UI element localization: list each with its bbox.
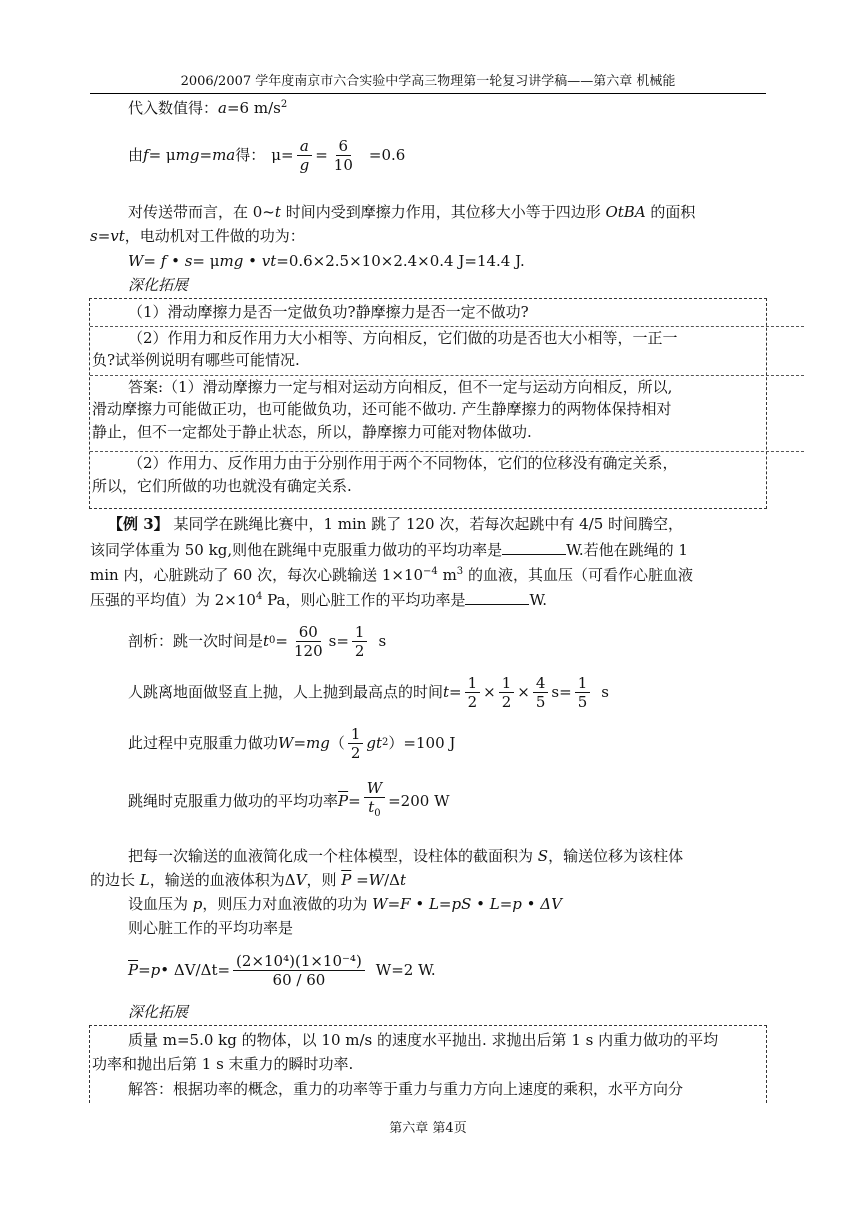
conveyor-paragraph-line2: s=vt，电动机对工件做的功为： [90,227,305,245]
box1-line: 滑动摩擦力可能做正功，也可能做负功，还可能不做功. 产生静摩擦力的两物体保持相对 [92,400,672,418]
box2-line: 质量 m=5.0 kg 的物体，以 10 m/s 的速度水平抛出. 求抛出后第 1 s 内重力做功的平均 [128,1031,719,1049]
extension-box-1 [89,298,767,509]
box1-line: 负?试举例说明有哪些可能情况. [92,351,300,369]
blood-model-line2: 的边长 L，输送的血液体积为ΔV，则 $\overline{P} =W/\Delta t$ [90,871,406,889]
solution-gravity-work: 此过程中克服重力做功 W = mg （ $\frac{1}{2}$ gt 2 ）=100 J [128,724,456,762]
box1-line: 静止，但不一定都处于静止状态，所以，静摩擦力可能对物体做功. [92,423,532,441]
example3-line2: 该同学体重为 50 kg,则他在跳绳中克服重力做功的平均功率是 W.若他在跳绳的 1 [90,541,688,559]
work-formula-line: W= f • s= μmg • vt=0.6×2.5×10×2.4×0.4 J=14.4 J. [128,252,525,270]
box1-line: （2）作用力、反作用力由于分别作用于两个不同物体，它们的位移没有确定关系， [90,451,804,474]
friction-coefficient-line: 由 f = μ mg = ma 得： μ= $\frac{a}{g}$ = $\frac{6}{10}$ =0.6 [128,136,406,174]
extension-title-1: 深化拓展 [128,276,189,294]
box1-line: 所以，它们所做的功也就没有确定关系. [92,477,352,495]
example3-line1: 【例 3】 某同学在跳绳比赛中，1 min 跳了 120 次，若每次起跳中有 4/5 时间腾空， [108,515,684,533]
box1-line: 答案:（1）滑动摩擦力一定与相对运动方向相反，但不一定与运动方向相反，所以, [90,375,804,398]
blood-pressure-line: 设血压为 p，则压力对血液做的功为 W=F • L=pS • L=p • ΔV [128,895,562,913]
box1-line: （2）作用力和反作用力大小相等、方向相反，它们做的功是否也大小相等，一正一 [90,326,804,349]
answer-blank-1[interactable] [502,540,566,555]
page-footer: 第六章 第4页 [389,1121,467,1136]
example3-line4: 压强的平均值）为 $2\times 10^4$ Pa，则心脏工作的平均功率是 W. [90,591,548,609]
extension-box-2 [89,1025,767,1103]
substitute-line: 代入数值得：a=6 $m/s^2$ [128,99,288,117]
solution-rise-time: 人跳离地面做竖直上抛，人上抛到最高点的时间 t = $\frac{1}{2}$ × $\frac{1}{2}$ × $\frac{4}{5}$ s= $\frac{1}{5}$ s [128,673,609,711]
box1-line: （1）滑动摩擦力是否一定做负功?静摩擦力是否一定不做功? [128,303,529,321]
solution-average-power: 跳绳时克服重力做功的平均功率 $\overline{P}$ = $\frac{W}{t_0}$ =200 W [128,779,450,819]
heart-power-formula: $\overline{P}$ = p • ΔV/Δt= $\frac{\text{(2×10⁴)(1×10⁻⁴)}}{60 / 60}$ W=2 W. [128,951,436,989]
box2-line: 功率和抛出后第 1 s 末重力的瞬时功率. [92,1055,354,1073]
blood-model-line1: 把每一次输送的血液简化成一个柱体模型，设柱体的截面积为 S，输送位移为该柱体 [128,847,684,865]
conveyor-paragraph-line1: 对传送带而言，在 0~t 时间内受到摩擦力作用，其位移大小等于四边形 OtBA 的面积 [128,203,696,221]
box2-line: 解答：根据功率的概念，重力的功率等于重力与重力方向上速度的乘积，水平方向分 [128,1080,684,1098]
page-header: 2006/2007 学年度南京市六合实验中学高三物理第一轮复习讲学稿——第六章 机械能 [90,70,766,94]
solution-jump-time: 剖析：跳一次时间是 t 0 = $\frac{60}{120}$ s= $\frac{1}{2}$ s [128,622,387,660]
extension-title-2: 深化拓展 [128,1003,189,1021]
heart-power-intro: 则心脏工作的平均功率是 [128,919,294,937]
example3-line3: min 内，心脏跳动了 60 次，每次心跳输送 $1\times 10^{-4}$ $m^3$ 的血液，其血压（可看作心脏血液 [90,566,693,584]
answer-blank-2[interactable] [465,590,529,605]
